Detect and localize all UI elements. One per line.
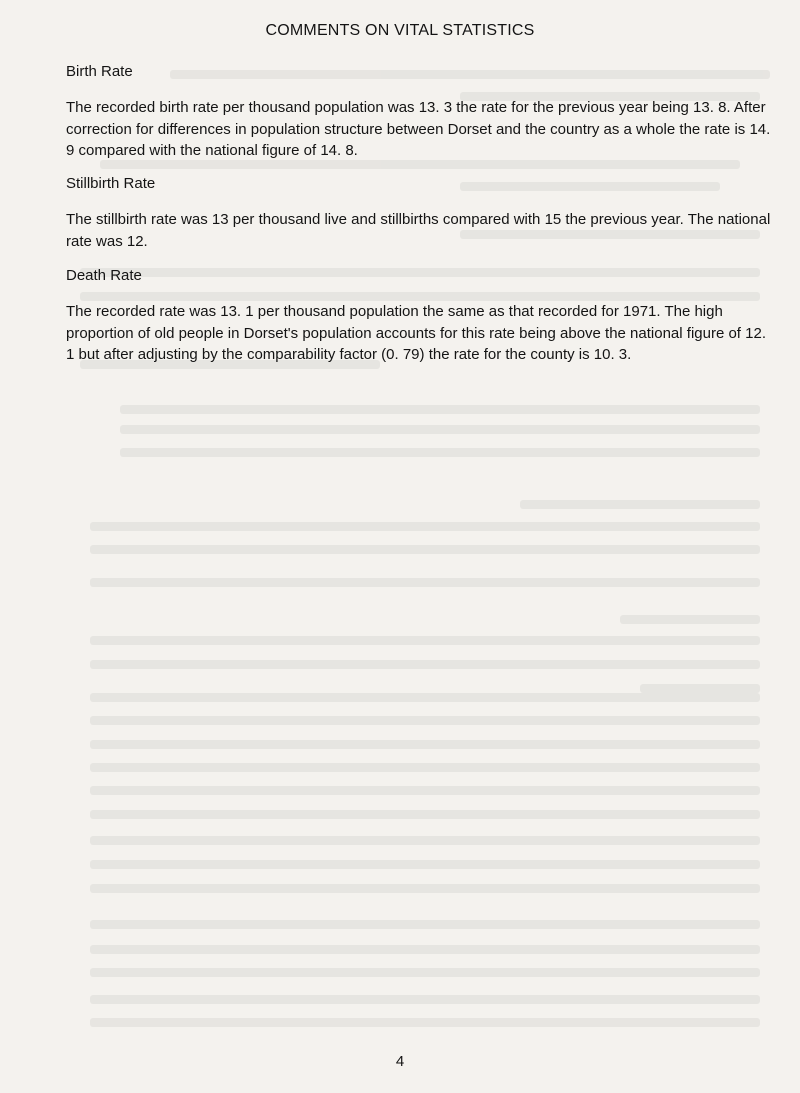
page-number: 4 <box>395 1053 405 1070</box>
page-title: COMMENTS ON VITAL STATISTICS <box>265 22 535 39</box>
birth-rate-paragraph: The recorded birth rate per thousand population was 13. 3 the rate for the previous year being 13. 8. After correction for differences in population structure between Dorset and the country as a whole the rate is 14. 9 compared with the national figure of 14. 8. <box>66 99 771 159</box>
stillbirth-rate-heading: Stillbirth Rate <box>66 175 156 192</box>
stillbirth-rate-paragraph: The stillbirth rate was 13 per thousand live and stillbirths compared with 15 the previous year. The national rate was 12. <box>66 211 771 250</box>
birth-rate-heading: Birth Rate <box>66 63 133 80</box>
death-rate-paragraph: The recorded rate was 13. 1 per thousand population the same as that recorded for 1971. The high proportion of old people in Dorset's population accounts for this rate being above the national figure of 12. 1 but after adjusting by the comparability factor (0. 79) the rate for the county is 10. 3. <box>66 303 766 363</box>
death-rate-heading: Death Rate <box>66 267 142 284</box>
